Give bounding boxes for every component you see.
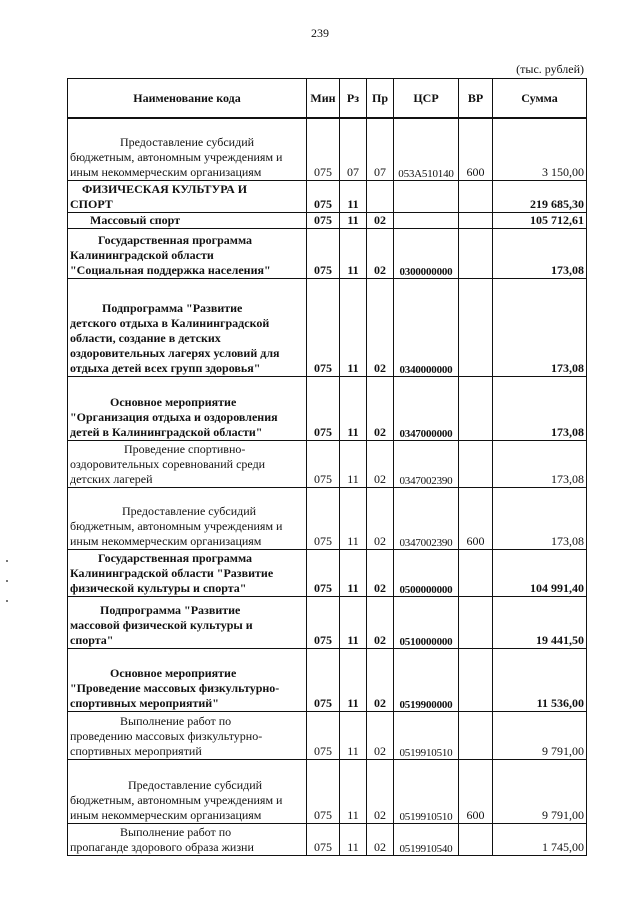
row-name-line: СПОРТ [70, 196, 113, 211]
table-row [68, 440, 587, 487]
cell-min: 075 [307, 278, 340, 376]
budget-table [67, 78, 587, 856]
row-name-line: Подпрограмма "Развитие [100, 602, 241, 617]
row-name-line: "Проведение массовых физкультурно- [70, 680, 280, 695]
table-row [68, 212, 587, 228]
table-row [68, 648, 587, 711]
row-name-line: Предоставление субсидий [119, 134, 255, 149]
cell-vr [459, 376, 493, 440]
header-name: Наименование кода [68, 79, 307, 119]
cell-rz: 11 [340, 376, 367, 440]
cell-pr: 02 [367, 440, 394, 487]
cell-rz: 11 [340, 596, 367, 648]
cell-vr [459, 648, 493, 711]
row-name [68, 118, 307, 180]
row-name-line: бюджетным, автономным учреждениям и [70, 518, 283, 533]
row-name-line: Проведение спортивно- [124, 441, 246, 456]
row-name [68, 596, 307, 648]
row-name-line: пропаганде здорового образа жизни [70, 839, 254, 854]
cell-vr: 600 [459, 759, 493, 823]
cell-min: 075 [307, 118, 340, 180]
table-row [68, 180, 587, 212]
row-name-line: бюджетным, автономным учреждениям и [70, 792, 283, 807]
cell-vr [459, 212, 493, 228]
cell-min: 075 [307, 648, 340, 711]
cell-csr: 053А510140 [394, 118, 459, 180]
header-csr: ЦСР [394, 79, 459, 119]
cell-min: 075 [307, 376, 340, 440]
units-label: (тыс. рублей) [516, 62, 584, 76]
row-name-line: спортивных мероприятий [70, 743, 202, 758]
table-row [68, 118, 587, 180]
row-name-line: оздоровительных лагерях условий для [70, 345, 280, 360]
row-name-line: проведению массовых физкультурно- [70, 728, 263, 743]
cell-rz: 07 [340, 118, 367, 180]
cell-min: 075 [307, 180, 340, 212]
cell-vr [459, 823, 493, 855]
cell-vr: 600 [459, 118, 493, 180]
margin-marks [6, 560, 8, 680]
margin-dot [6, 560, 8, 562]
row-name [68, 487, 307, 549]
row-name-line: бюджетным, автономным учреждениям и [70, 149, 283, 164]
cell-pr: 02 [367, 648, 394, 711]
row-name-line: Государственная программа [98, 232, 253, 247]
cell-csr: 0300000000 [394, 228, 459, 278]
row-name-line: Выполнение работ по [120, 824, 232, 839]
cell-vr [459, 711, 493, 759]
cell-min: 075 [307, 440, 340, 487]
cell-csr [394, 212, 459, 228]
row-name-line: Калининградской области [70, 247, 214, 262]
row-name-line: Предоставление субсидий [128, 777, 263, 792]
cell-rz: 11 [340, 278, 367, 376]
row-name-line: Массовый спорт [90, 212, 181, 227]
cell-pr: 02 [367, 212, 394, 228]
row-name [68, 648, 307, 711]
cell-vr [459, 180, 493, 212]
cell-csr: 0347002390 [394, 440, 459, 487]
row-name-line: массовой физической культуры и [70, 617, 253, 632]
row-name-line: ФИЗИЧЕСКАЯ КУЛЬТУРА И [82, 181, 248, 196]
cell-min: 075 [307, 549, 340, 596]
row-name-line: Выполнение работ по [120, 713, 232, 728]
cell-min: 075 [307, 596, 340, 648]
cell-min: 075 [307, 228, 340, 278]
cell-vr [459, 596, 493, 648]
table-row [68, 376, 587, 440]
cell-sum: 173,08 [493, 487, 587, 549]
cell-pr: 02 [367, 487, 394, 549]
cell-csr [394, 180, 459, 212]
row-name [68, 180, 307, 212]
table-row [68, 278, 587, 376]
table-row [68, 596, 587, 648]
cell-sum: 173,08 [493, 376, 587, 440]
cell-sum: 173,08 [493, 278, 587, 376]
row-name [68, 759, 307, 823]
cell-sum: 1 745,00 [493, 823, 587, 855]
cell-csr: 0500000000 [394, 549, 459, 596]
row-name [68, 376, 307, 440]
cell-rz: 11 [340, 759, 367, 823]
row-name-line: детских лагерей [70, 471, 153, 486]
cell-rz: 11 [340, 212, 367, 228]
row-name [68, 440, 307, 487]
cell-rz: 11 [340, 549, 367, 596]
cell-pr: 07 [367, 118, 394, 180]
cell-rz: 11 [340, 648, 367, 711]
cell-min: 075 [307, 759, 340, 823]
cell-vr [459, 278, 493, 376]
cell-rz: 11 [340, 823, 367, 855]
cell-pr: 02 [367, 549, 394, 596]
row-name-line: Подпрограмма "Развитие [102, 300, 243, 315]
row-name-line: детского отдыха в Калининградской [70, 315, 270, 330]
margin-dot [6, 600, 8, 602]
row-name-line: Основное мероприятие [110, 394, 237, 409]
cell-sum: 11 536,00 [493, 648, 587, 711]
row-name-line: иным некоммерческим организациям [70, 164, 262, 179]
row-name-line: иным некоммерческим организациям [70, 807, 262, 822]
row-name [68, 228, 307, 278]
cell-min: 075 [307, 212, 340, 228]
row-name-line: отдыха детей всех групп здоровья" [70, 360, 261, 375]
row-name-line: спорта" [70, 632, 114, 647]
row-name [68, 212, 307, 228]
cell-sum: 3 150,00 [493, 118, 587, 180]
cell-csr: 0510000000 [394, 596, 459, 648]
cell-sum: 105 712,61 [493, 212, 587, 228]
cell-csr: 0519910540 [394, 823, 459, 855]
cell-pr: 02 [367, 759, 394, 823]
cell-rz: 11 [340, 228, 367, 278]
row-name-line: спортивных мероприятий" [70, 695, 219, 710]
cell-min: 075 [307, 711, 340, 759]
row-name-line: "Социальная поддержка населения" [70, 262, 271, 277]
table-row [68, 487, 587, 549]
header-sum: Сумма [493, 79, 587, 119]
row-name-line: Предоставление субсидий [122, 503, 257, 518]
cell-csr: 0347002390 [394, 487, 459, 549]
row-name-line: иным некоммерческим организациям [70, 533, 262, 548]
row-name-line: детей в Калининградской области" [70, 424, 263, 439]
cell-sum: 19 441,50 [493, 596, 587, 648]
margin-dot [6, 580, 8, 582]
row-name [68, 711, 307, 759]
header-pr: Пр [367, 79, 394, 119]
cell-sum: 219 685,30 [493, 180, 587, 212]
header-min: Мин [307, 79, 340, 119]
cell-pr [367, 180, 394, 212]
row-name-line: оздоровительных соревнований среди [70, 456, 266, 471]
cell-rz: 11 [340, 487, 367, 549]
table-row [68, 759, 587, 823]
cell-sum: 173,08 [493, 228, 587, 278]
cell-vr [459, 228, 493, 278]
cell-vr [459, 549, 493, 596]
table-row [68, 228, 587, 278]
cell-pr: 02 [367, 711, 394, 759]
table-header-row [68, 79, 587, 119]
row-name [68, 549, 307, 596]
row-name-line: области, создание в детских [70, 330, 221, 345]
row-name [68, 278, 307, 376]
cell-rz: 11 [340, 440, 367, 487]
cell-pr: 02 [367, 596, 394, 648]
page-number: 239 [311, 26, 329, 40]
cell-sum: 9 791,00 [493, 711, 587, 759]
cell-vr: 600 [459, 487, 493, 549]
cell-min: 075 [307, 823, 340, 855]
cell-csr: 0519910510 [394, 759, 459, 823]
cell-csr: 0519900000 [394, 648, 459, 711]
cell-rz: 11 [340, 180, 367, 212]
cell-pr: 02 [367, 823, 394, 855]
cell-pr: 02 [367, 228, 394, 278]
row-name-line: физической культуры и спорта" [70, 580, 247, 595]
cell-csr: 0340000000 [394, 278, 459, 376]
cell-min: 075 [307, 487, 340, 549]
table-row [68, 711, 587, 759]
cell-vr [459, 440, 493, 487]
cell-pr: 02 [367, 376, 394, 440]
cell-sum: 9 791,00 [493, 759, 587, 823]
cell-rz: 11 [340, 711, 367, 759]
cell-csr: 0347000000 [394, 376, 459, 440]
row-name [68, 823, 307, 855]
row-name-line: Основное мероприятие [110, 665, 237, 680]
row-name-line: Калининградской области "Развитие [70, 565, 274, 580]
table-row [68, 549, 587, 596]
cell-sum: 173,08 [493, 440, 587, 487]
cell-pr: 02 [367, 278, 394, 376]
header-vr: ВР [459, 79, 493, 119]
row-name-line: "Организация отдыха и оздоровления [70, 409, 278, 424]
header-rz: Рз [340, 79, 367, 119]
cell-sum: 104 991,40 [493, 549, 587, 596]
row-name-line: Государственная программа [98, 550, 253, 565]
cell-csr: 0519910510 [394, 711, 459, 759]
table-row [68, 823, 587, 855]
